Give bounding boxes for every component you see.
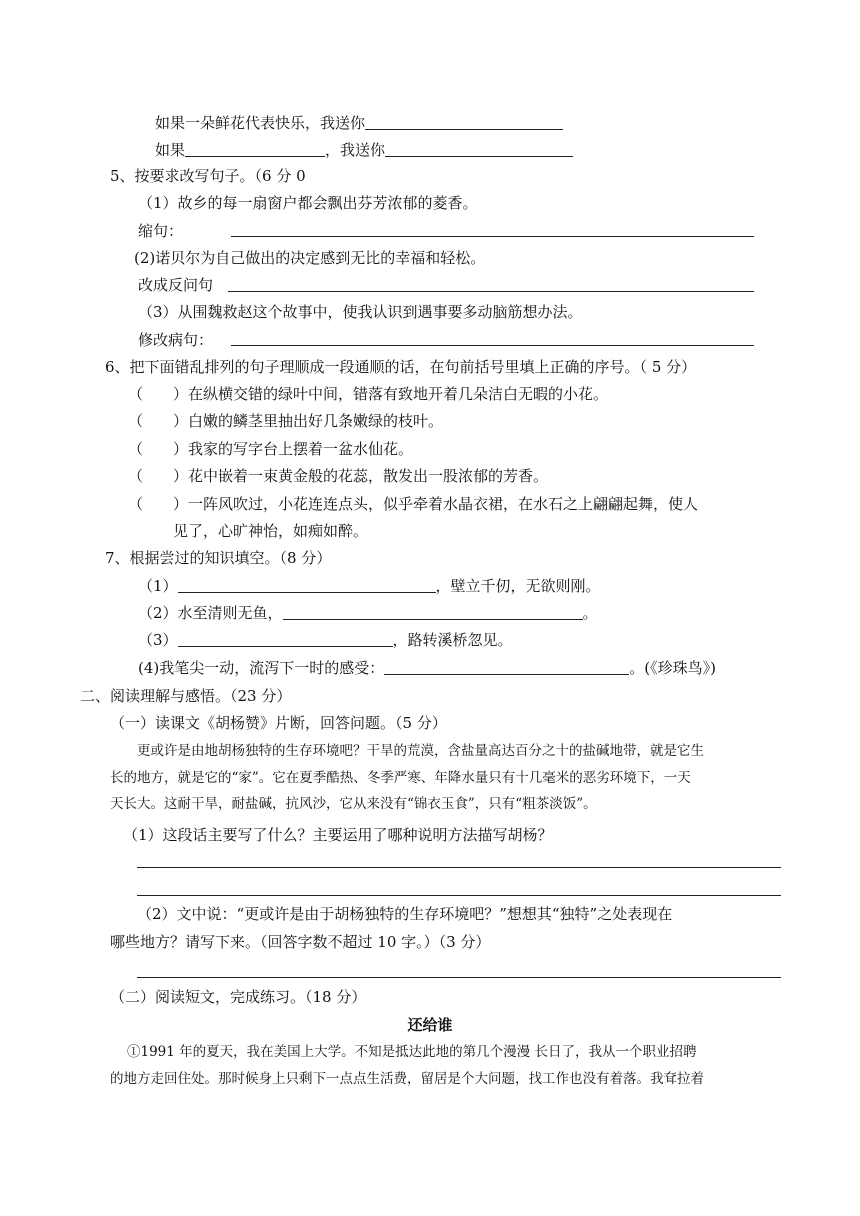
part2-sub1: （一）读课文《胡杨赞》片断，回答问题。（5 分）: [110, 714, 447, 732]
q5-label-2: 改成反问句: [138, 276, 214, 294]
part2-sub2: （二）阅读短文，完成练习。（18 分）: [110, 988, 367, 1006]
q7-item-4: (4)我笔尖一动，流泻下一时的感受： 。(《珍珠鸟》): [138, 659, 716, 677]
answer-blank[interactable]: [185, 141, 325, 157]
answer-line[interactable]: [231, 236, 754, 237]
q5-sentence-1: （1）故乡的每一扇窗户都会飘出芬芳浓郁的菱香。: [138, 194, 478, 212]
q5-sentence-2: (2)诺贝尔为自己做出的决定感到无比的幸福和轻松。: [134, 249, 486, 267]
part2-heading: 二、阅读理解与感悟。（23 分）: [80, 687, 292, 705]
answer-blank[interactable]: [178, 631, 393, 647]
q5-label-1: 缩句：: [138, 222, 184, 240]
answer-line[interactable]: [137, 977, 781, 978]
answer-line[interactable]: [231, 345, 754, 346]
answer-blank[interactable]: [283, 604, 583, 620]
answer-blank[interactable]: [178, 577, 436, 593]
bracket[interactable]: （ ）: [128, 467, 189, 485]
q5-heading: 5、按要求改写句子。（6 分 0: [110, 167, 306, 185]
bracket[interactable]: （ ）: [128, 412, 189, 430]
q6-item-5: （ ）一阵风吹过，小花连连点头，似乎牵着水晶衣裙，在水石之上翩翩起舞，使人: [128, 495, 699, 513]
q6-item-4: （ ）花中嵌着一束黄金般的花蕊，散发出一股浓郁的芳香。: [128, 467, 549, 485]
answer-blank[interactable]: [365, 114, 563, 130]
passage-line-3: 天长大。这耐干旱，耐盐碱，抗风沙，它从来没有“锦衣玉食”，只有“粗茶淡饭”。: [110, 796, 597, 812]
answer-blank[interactable]: [385, 141, 573, 157]
qa2-question-line1: （2）文中说：“更或许是由于胡杨独特的生存环境吧？”想想其“独特”之处表现在: [137, 905, 673, 923]
qa2-question-line2: 哪些地方？请写下来。（回答字数不超过 10 字。）（3 分）: [110, 933, 491, 951]
bracket[interactable]: （ ）: [128, 385, 189, 403]
qa1-question: （1）这段话主要写了什么？主要运用了哪种说明方法描写胡杨？: [123, 826, 553, 844]
answer-line[interactable]: [228, 291, 754, 292]
q6-heading: 6、把下面错乱排列的句子理顺成一段通顺的话，在句前括号里填上正确的序号。（ 5 分）: [105, 358, 697, 376]
q6-item-2: （ ）白嫩的鳞茎里抽出好几条嫩绿的枝叶。: [128, 412, 444, 430]
q7-item-2: （2）水至清则无鱼， 。: [138, 604, 598, 622]
bracket[interactable]: （ ）: [128, 495, 189, 513]
passage-line-1: 更或许是由地胡杨独特的生存环境吧？干旱的荒漠，含盐量高达百分之十的盐碱地带，就是它生: [137, 743, 704, 759]
q6-item-3: （ ）我家的写字台上摆着一盆水仙花。: [128, 440, 414, 458]
passage-line-2: 长的地方，就是它的“家”。它在夏季酷热、冬季严寒、年降水量只有十几毫米的恶劣环境下，一天: [110, 770, 691, 786]
story-line-1: ①1991 年的夏天，我在美国上大学。不知是抵达此地的第几个漫漫 长日了，我从一个职业招聘: [127, 1044, 697, 1060]
answer-line[interactable]: [137, 895, 781, 896]
q6-item-1: （ ）在纵横交错的绿叶中间，错落有致地开着几朵洁白无暇的小花。: [128, 385, 609, 403]
q4-line1: 如果一朵鲜花代表快乐，我送你: [155, 113, 563, 133]
q5-sentence-3: （3）从围魏救赵这个故事中，使我认识到遇事要多动脑筋想办法。: [138, 303, 583, 321]
answer-blank[interactable]: [384, 659, 629, 675]
story-title: 还给谁: [407, 1016, 453, 1034]
answer-line[interactable]: [137, 867, 781, 868]
bracket[interactable]: （ ）: [128, 440, 189, 458]
q5-label-3: 修改病句：: [138, 331, 214, 349]
q7-item-3: （3） ，路转溪桥忽见。: [138, 631, 513, 649]
q7-item-1: （1） ，壁立千仞，无欲则刚。: [138, 577, 601, 595]
story-line-2: 的地方走回住处。那时候身上只剩下一点点生活费，留居是个大问题，找工作也没有着落。我耷拉着: [110, 1071, 704, 1087]
q6-item-5-cont: 见了，心旷神怡，如痴如醉。: [173, 522, 369, 540]
q7-heading: 7、根据尝过的知识填空。（8 分）: [105, 549, 332, 567]
q4-line2: 如果 ，我送你: [155, 140, 573, 160]
